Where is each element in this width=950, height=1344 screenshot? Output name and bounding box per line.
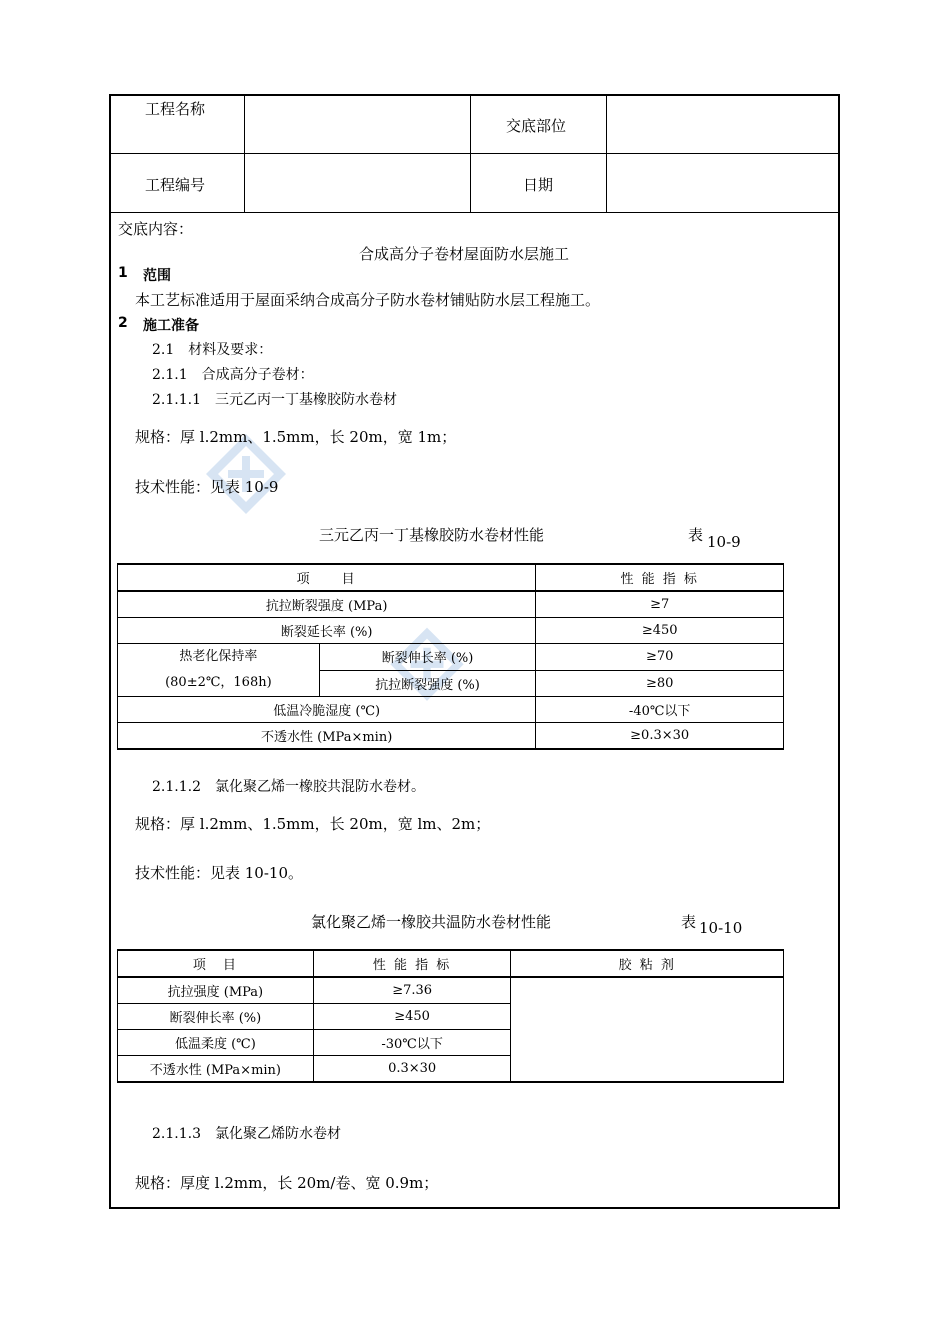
project-name-label: 工程名称 bbox=[145, 100, 206, 118]
performance-line-1: 技术性能：见表 10-9 bbox=[135, 478, 279, 496]
section-2-1-heading: 2.1 材料及要求： bbox=[152, 342, 273, 358]
table-10-10-row3-value: -30℃以下 bbox=[313, 1030, 511, 1056]
table-10-9-label-number: 10-9 bbox=[707, 533, 741, 551]
table-10-9-row5-item: 不透水性 (MPa×min) bbox=[118, 723, 536, 750]
table-10-10-glue-cell bbox=[511, 977, 784, 1082]
spec-line-3: 规格：厚度 l.2mm，长 20m/卷、宽 0.9m； bbox=[135, 1174, 439, 1192]
table-10-10-row4-value: 0.3×30 bbox=[313, 1056, 511, 1083]
header-bottom-line bbox=[110, 212, 840, 213]
document-title: 合成高分子卷材屋面防水层施工 bbox=[359, 245, 570, 263]
table-10-9-row4-item: 低温冷脆湿度 (℃) bbox=[118, 697, 536, 723]
table-10-9-row3-group bbox=[118, 644, 320, 697]
table-10-9-title: 三元乙丙一丁基橡胶防水卷材性能 bbox=[319, 526, 545, 544]
table-10-9-row3-group-line1: 热老化保持率 bbox=[179, 649, 258, 664]
table-10-10-title: 氯化聚乙烯一橡胶共温防水卷材性能 bbox=[311, 913, 552, 931]
table-10-9-row1-value: ≥7 bbox=[536, 591, 784, 618]
section-2-1-1-3-heading: 2.1.1.3 氯化聚乙烯防水卷材 bbox=[152, 1126, 341, 1142]
table-10-9-row1-item: 抗拉断裂强度 (MPa) bbox=[118, 591, 536, 618]
table-10-10-row4-item: 不透水性 (MPa×min) bbox=[118, 1056, 314, 1083]
table-10-9-header-index: 性 能 指 标 bbox=[536, 564, 784, 591]
table-10-10-label-prefix: 表 bbox=[681, 913, 697, 931]
section-1-text: 本工艺标准适用于屋面采纳合成高分子防水卷材铺贴防水层工程施工。 bbox=[135, 291, 601, 309]
table-10-10-row2-value: ≥450 bbox=[313, 1004, 511, 1030]
table-10-9-row2-item: 断裂延长率 (%) bbox=[118, 618, 536, 644]
header-col-divider-3 bbox=[606, 95, 607, 213]
table-10-10-header-glue: 胶 粘 剂 bbox=[511, 950, 784, 977]
table-10-10-header-index: 性 能 指 标 bbox=[313, 950, 511, 977]
section-2-1-1-heading: 2.1.1 合成高分子卷材： bbox=[152, 367, 314, 383]
table-10-9-row4-value: -40℃以下 bbox=[536, 697, 784, 723]
table-10-10 bbox=[117, 949, 784, 1083]
header-col-divider-2 bbox=[470, 95, 471, 213]
table-10-9-row3-value2: ≥80 bbox=[536, 670, 784, 697]
handover-part-label: 交底部位 bbox=[506, 117, 567, 135]
table-10-9-header-item: 项 目 bbox=[118, 564, 536, 591]
table-10-9-row3-sub1: 断裂伸长率 (%) bbox=[319, 644, 536, 671]
table-10-10-row3-item: 低温柔度 (℃) bbox=[118, 1030, 314, 1056]
table-10-10-header-item: 项 目 bbox=[118, 950, 314, 977]
spec-line-1: 规格：厚 l.2mm、1.5mm，长 20m，宽 1m； bbox=[135, 428, 457, 446]
section-2-1-1-2-heading: 2.1.1.2 氯化聚乙烯一橡胶共混防水卷材。 bbox=[152, 779, 425, 795]
section-2-title: 施工准备 bbox=[143, 318, 199, 334]
header-row-divider bbox=[110, 153, 840, 154]
section-1-number: 1 bbox=[118, 265, 128, 281]
section-2-number: 2 bbox=[118, 315, 128, 331]
project-no-label: 工程编号 bbox=[145, 176, 206, 194]
table-10-9-row3-group-line2: (80±2℃，168h) bbox=[165, 675, 272, 690]
spec-line-2: 规格：厚 l.2mm、1.5mm，长 20m，宽 lm、2m； bbox=[135, 815, 491, 833]
table-10-10-row1-item: 抗拉强度 (MPa) bbox=[118, 977, 314, 1004]
table-10-9-row2-value: ≥450 bbox=[536, 618, 784, 644]
section-1-title: 范围 bbox=[143, 268, 171, 284]
header-col-divider-1 bbox=[244, 95, 245, 213]
table-10-9-label-prefix: 表 bbox=[688, 526, 704, 544]
table-10-10-row1-value: ≥7.36 bbox=[313, 977, 511, 1004]
table-10-10-row2-item: 断裂伸长率 (%) bbox=[118, 1004, 314, 1030]
table-10-9-row3-value1: ≥70 bbox=[536, 644, 784, 671]
date-label: 日期 bbox=[523, 176, 554, 194]
table-10-9-row3-sub2: 抗拉断裂强度 (%) bbox=[319, 670, 536, 697]
table-10-9-row5-value: ≥0.3×30 bbox=[536, 723, 784, 750]
intro-label: 交底内容： bbox=[118, 220, 194, 238]
performance-line-2: 技术性能：见表 10-10。 bbox=[135, 864, 304, 882]
table-10-10-label-number: 10-10 bbox=[699, 919, 743, 937]
table-10-9 bbox=[117, 563, 784, 750]
section-2-1-1-1-heading: 2.1.1.1 三元乙丙一丁基橡胶防水卷材 bbox=[152, 392, 397, 408]
